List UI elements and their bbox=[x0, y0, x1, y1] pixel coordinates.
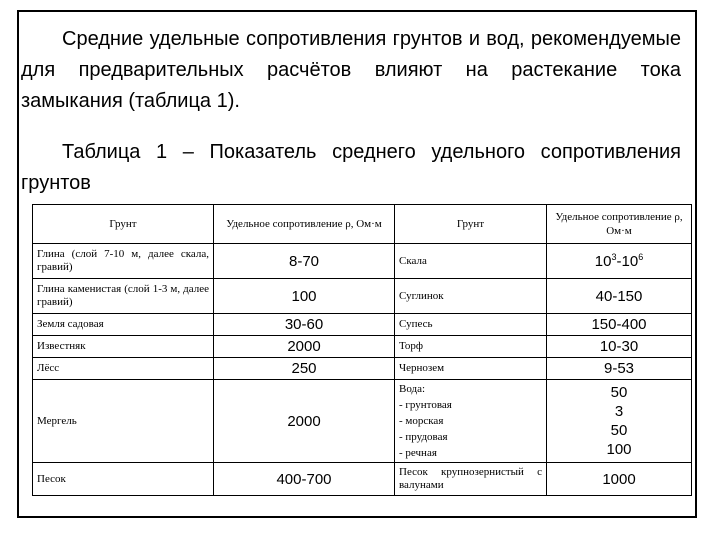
table-row bbox=[33, 358, 692, 380]
intro-text: Средние удельные сопротивления грунтов и вод, рекомендуемые для предварительных расчётов влияют на растекание тока замыкания (таблица 1). bbox=[21, 28, 681, 112]
table-row bbox=[33, 314, 692, 336]
resistivity-value: 10-30 bbox=[547, 336, 692, 358]
soil-name: Песок bbox=[33, 463, 214, 496]
soil-name: Чернозем bbox=[395, 358, 547, 380]
resistivity-value: 2000 bbox=[214, 380, 395, 463]
soil-name: Лёсс bbox=[33, 358, 214, 380]
resistivity-value: 9-53 bbox=[547, 358, 692, 380]
header-soil-left: Грунт bbox=[33, 205, 214, 244]
soil-name: Мергель bbox=[33, 380, 214, 463]
table-row bbox=[33, 463, 692, 496]
soil-name: Глина каменистая (слой 1-3 м, далее гравий) bbox=[33, 279, 214, 314]
table-row bbox=[33, 380, 692, 463]
content-frame bbox=[17, 10, 697, 518]
resistivity-value: 1000 bbox=[547, 463, 692, 496]
resistivity-value: 8-70 bbox=[214, 244, 395, 279]
water-item: - грунтовая bbox=[399, 399, 452, 411]
header-resistivity-left: Удельное сопротивление ρ, Ом·м bbox=[214, 205, 395, 244]
resistivity-table bbox=[32, 204, 692, 496]
water-value: 50 bbox=[610, 422, 628, 439]
water-types bbox=[395, 380, 547, 463]
water-item: - речная bbox=[399, 447, 437, 459]
soil-name: Скала bbox=[395, 244, 547, 279]
water-value: 100 bbox=[606, 441, 632, 458]
table-header-row bbox=[33, 205, 692, 244]
resistivity-value: 40-150 bbox=[547, 279, 692, 314]
resistivity-value: 2000 bbox=[214, 336, 395, 358]
water-value: 50 bbox=[610, 384, 628, 401]
header-resistivity-right: Удельное сопротивление ρ, Ом·м bbox=[547, 205, 692, 244]
water-title: Вода: bbox=[399, 383, 426, 395]
water-item: - прудовая bbox=[399, 431, 448, 443]
resistivity-value: 150-400 bbox=[547, 314, 692, 336]
resistivity-value: 400-700 bbox=[214, 463, 395, 496]
soil-name: Песок крупнозернистый с валунами bbox=[395, 463, 547, 496]
caption-text: Таблица 1 – Показатель среднего удельного сопротивления грунтов bbox=[21, 141, 681, 194]
intro-paragraph bbox=[19, 24, 695, 117]
soil-name: Суглинок bbox=[395, 279, 547, 314]
water-item: - морская bbox=[399, 415, 444, 427]
resistivity-value: $10^3-10^6$ bbox=[547, 244, 692, 279]
resistivity-value: 100 bbox=[214, 279, 395, 314]
table-row bbox=[33, 279, 692, 314]
soil-name: Земля садовая bbox=[33, 314, 214, 336]
soil-name: Торф bbox=[395, 336, 547, 358]
table-caption bbox=[19, 137, 695, 199]
soil-name: Известняк bbox=[33, 336, 214, 358]
soil-name: Супесь bbox=[395, 314, 547, 336]
resistivity-value: 250 bbox=[214, 358, 395, 380]
table-row bbox=[33, 336, 692, 358]
soil-name: Глина (слой 7-10 м, далее скала, гравий) bbox=[33, 244, 214, 279]
water-values bbox=[547, 380, 692, 463]
resistivity-value: 30-60 bbox=[214, 314, 395, 336]
water-value: 3 bbox=[614, 403, 624, 420]
table-row bbox=[33, 244, 692, 279]
header-soil-right: Грунт bbox=[395, 205, 547, 244]
